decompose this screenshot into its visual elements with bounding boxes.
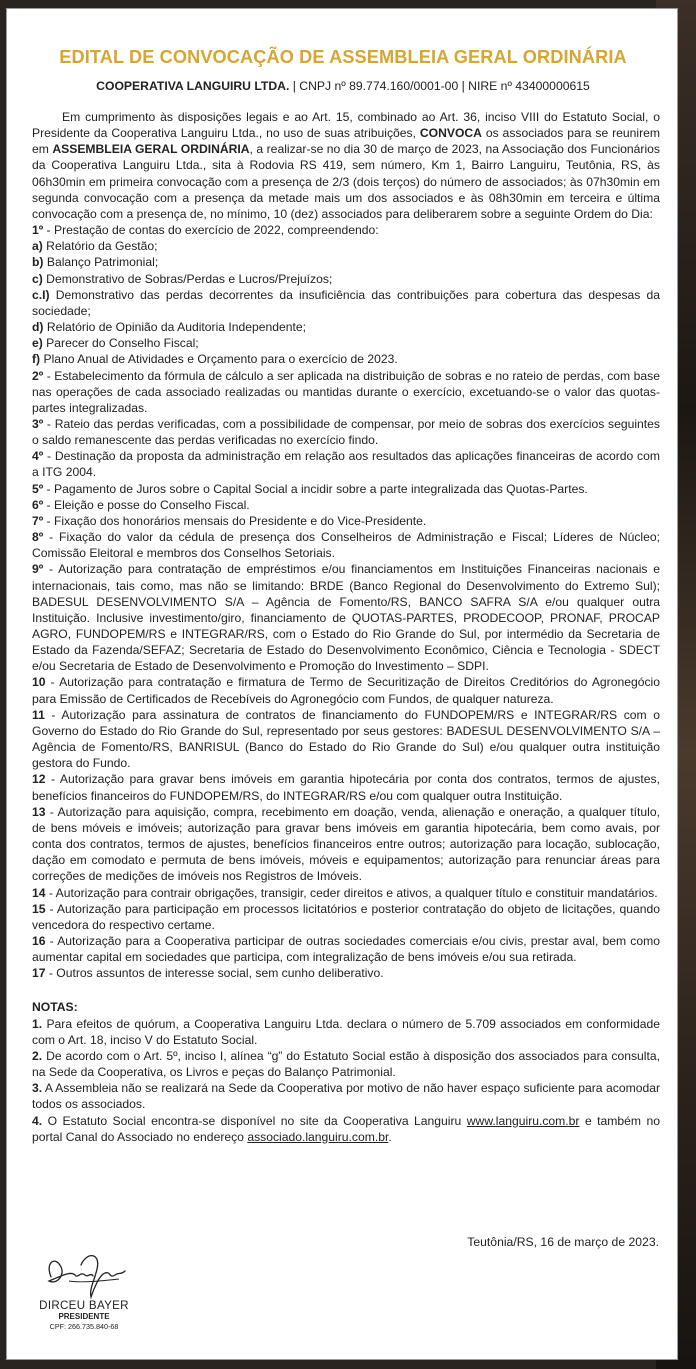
agenda-item xyxy=(32,448,660,480)
agenda-item-text: - Prestação de contas do exercício de 2022, compreendendo: xyxy=(43,223,379,238)
agenda-item-number: c.I) xyxy=(32,287,50,302)
agenda-item-text: - Autorização para assinatura de contratos de financiamento do FUNDOPEM/RS e INTEGRAR/RS com o Governo do Estado do Rio Grande do Sul, representado por seus gestores: BADESUL DESENVOLVIMENTO S/A – Agência de Fomento/RS, BANRISUL (Banco do Estado do Rio Grande do Sul) e/ou qualquer outra instituição gestora do Fundo. xyxy=(32,707,660,771)
signature-block xyxy=(29,1245,159,1345)
agenda-item xyxy=(32,901,660,933)
agenda-item-number: d) xyxy=(32,320,44,335)
agenda-item-number: 12 xyxy=(32,772,46,787)
agenda-item xyxy=(32,319,660,335)
agenda-item xyxy=(32,561,660,674)
note-text: O Estatuto Social encontra-se disponível no site da Cooperativa Languiru xyxy=(42,1113,467,1128)
note-text: De acordo com o Art. 5º, inciso I, alínea “g” do Estatuto Social estão à disposição dos associados para consulta, na Sede da Cooperativa, os Livros e peças do Balanço Patrimonial. xyxy=(32,1048,660,1080)
note-text: Para efeitos de quórum, a Cooperativa Languiru Ltda. declara o número de 5.709 associados em conformidade com o Art. 18, inciso V do Estatuto Social. xyxy=(32,1016,660,1047)
agenda-item-number: f) xyxy=(32,352,41,367)
agenda-item-number: 6º xyxy=(32,497,44,512)
agenda-item-text: - Estabelecimento da fórmula de cálculo a ser aplicada na distribuição de sobras e no rateio de perdas, com base nas operações de cada associado realizadas ou mantidas durante o exercício, excetuando-se o valor das quotas-partes integralizadas. xyxy=(32,368,660,415)
note-text: . xyxy=(388,1129,392,1144)
note-item xyxy=(32,1048,660,1080)
company-name: COOPERATIVA LANGUIRU LTDA. xyxy=(96,79,290,93)
agenda-item xyxy=(32,804,660,885)
note-item xyxy=(32,1113,660,1145)
agenda-item-text: - Autorização para a Cooperativa participar de outras sociedades comerciais e/ou civis, prestar aval, bem como aumentar capital em sociedades que participa, com integralização de bens imóveis e/ou sua retirada. xyxy=(32,933,660,965)
agenda-item xyxy=(32,271,660,287)
intro-paragraph xyxy=(32,109,660,222)
agenda-item-text: Plano Anual de Atividades e Orçamento para o exercício de 2023. xyxy=(40,352,398,367)
agenda-item xyxy=(32,674,660,706)
intro-bold-convoca: CONVOCA xyxy=(419,126,482,141)
intro-bold-assembly: ASSEMBLEIA GERAL ORDINÁRIA xyxy=(52,142,250,157)
agenda-item-number: a) xyxy=(32,239,43,254)
notice-title: EDITAL DE CONVOCAÇÃO DE ASSEMBLEIA GERAL ORDINÁRIA xyxy=(59,47,627,67)
agenda-item-text: - Fixação do valor da cédula de presença dos Conselheiros de Administração e Fiscal; Líderes de Núcleo; Comissão Eleitoral e membros dos Conselhos Setoriais. xyxy=(32,530,660,561)
note-text: A Assembleia não se realizará na Sede da Cooperativa por motivo de não haver espaço suficiente para acomodar todos os associados. xyxy=(32,1081,660,1112)
intro-text-3: , a realizar-se no dia 30 de março de 2023, na Associação dos Funcionários da Cooperativa Languiru Ltda., sita à Rodovia RS 419, sem número, Km 1, Bairro Languiru, Teutônia, RS, às 06h30min em primeira convocação com a presença de 2/3 (dois terços) do número de associados; às 07h30min em segunda convocação com a presença da metade mais um dos associados e às 08h30min em terceira e última convocação com a presença de, no mínimo, 10 (dez) associados para deliberarem sobre a seguinte Ordem do Dia: xyxy=(32,142,660,221)
agenda-item-text: Demonstrativo das perdas decorrentes da insuficiência das contribuições para cobertura das despesas da sociedade; xyxy=(32,287,660,318)
agenda-item-text: - Destinação da proposta da administração em relação aos resultados das aplicações financeiras de acordo com a ITG 2004. xyxy=(32,449,660,480)
agenda-item-text: - Autorização para aquisição, compra, recebimento em doação, venda, alienação e oneração, a qualquer título, de bens móveis e imóveis; autorização para gravar bens imóveis em garantia hipotecária, bem como avais, por conta dos contratos, termos de ajustes, benefícios financeiros entre outros; autorização para locação, sublocação, dação em comodato e permuta de bens imóveis, móveis e equipamentos; autorização para renunciar áreas para correções de medições de imóveis nos Registros de Imóveis. xyxy=(32,804,660,884)
agenda-list xyxy=(32,222,660,981)
agenda-item-text: Relatório de Opinião da Auditoria Independente; xyxy=(43,320,307,335)
agenda-item xyxy=(32,287,660,319)
agenda-item-number: 10 xyxy=(32,675,46,690)
agenda-item xyxy=(32,481,660,497)
agenda-item-number: 15 xyxy=(32,901,46,916)
agenda-item-text: - Autorização para gravar bens imóveis em garantia hipotecária por conta dos contratos, termos de ajustes, benefícios financeiros do FUNDOPEM/RS, do INTEGRAR/RS e/ou com qualquer outra Instituição. xyxy=(32,772,660,803)
agenda-item-number: 1º xyxy=(32,223,44,238)
member-portal-link[interactable]: associado.languiru.com.br xyxy=(247,1129,389,1144)
agenda-item-number: 13 xyxy=(32,804,46,819)
agenda-item-text: - Rateio das perdas verificadas, com a possibilidade de compensar, por meio de sobras dos exercícios seguintes o saldo remanescente das perdas verificadas no exercício findo. xyxy=(32,416,660,448)
agenda-item-number: 16 xyxy=(32,933,46,948)
website-link[interactable]: www.languiru.com.br xyxy=(466,1113,580,1128)
notice-body xyxy=(32,109,660,1145)
agenda-item-number: 8º xyxy=(32,530,44,545)
agenda-item xyxy=(32,933,660,965)
agenda-item-text: - Fixação dos honorários mensais do Presidente e do Vice-Presidente. xyxy=(43,513,427,528)
agenda-item-text: - Autorização para contratação e firmatura de Termo de Securitização de Direitos Creditórios do Agronegócio para Emissão de Certificados de Recebíveis do Agronegócio com Fundos, de qualquer natureza. xyxy=(32,675,660,706)
agenda-item-number: 11 xyxy=(32,707,45,722)
note-number: 1. xyxy=(32,1016,43,1031)
agenda-item-text: - Autorização para contratação de empréstimos e/ou financiamentos em Instituições Financeiras nacionais e internacionais, tais como, mas não se limitando: BRDE (Banco Regional do Desenvolvimento do Extremo Sul); BADESUL DESENVOLVIMENTO S/A – Agência de Fomento/RS, BANCO SAFRA S/A e/ou qualquer outra Instituição. Inclusive investimento/giro, financiamento de QUOTAS-PARTES, PRODECOOP, PRONAF, PROCAP AGRO, FUNDOPEM/RS e INTEGRAR/RS, com o Estado do Rio Grande do Sul, por intermédio da Secretaria de Estado da Fazenda/SEFAZ; Secretaria de Estado do Desenvolvimento Econômico, Ciência e Tecnologia - SDECT e/ou Secretaria de Estado de Desenvolvimento e Promoção do Investimento – SDPI. xyxy=(32,562,660,674)
agenda-item-text: - Autorização para participação em processos licitatórios e posterior contratação do objeto de licitações, quando vencedora do respectivo certame. xyxy=(32,901,660,932)
agenda-item xyxy=(32,885,660,901)
agenda-item-number: 9º xyxy=(32,562,44,577)
agenda-item xyxy=(32,351,660,367)
note-number: 4. xyxy=(32,1113,43,1128)
note-item xyxy=(32,1080,660,1112)
agenda-item xyxy=(32,771,660,803)
agenda-item-number: 4º xyxy=(32,449,44,464)
agenda-item-number: b) xyxy=(32,255,44,270)
note-number: 3. xyxy=(32,1081,43,1096)
agenda-item-text: Demonstrativo de Sobras/Perdas e Lucros/Prejuízos; xyxy=(42,271,333,286)
agenda-item-number: 5º xyxy=(32,481,44,496)
agenda-item xyxy=(32,222,660,238)
agenda-item-number: 7º xyxy=(32,513,44,528)
agenda-item xyxy=(32,238,660,254)
signer-cpf: CPF: 266.735.840-68 xyxy=(49,1322,119,1331)
agenda-item xyxy=(32,497,660,513)
agenda-item-number: 14 xyxy=(32,885,46,900)
agenda-item-number: 2º xyxy=(32,368,44,383)
agenda-item-text: - Outros assuntos de interesse social, sem cunho deliberativo. xyxy=(45,966,384,981)
agenda-item xyxy=(32,529,660,561)
agenda-item xyxy=(32,368,660,416)
agenda-item-text: Relatório da Gestão; xyxy=(42,239,158,254)
intro-text-1: Em cumprimento às disposições legais e ao Art. 15, combinado ao Art. 36, inciso VIII do Estatuto Social, o Presidente da Cooperativa Languiru Ltda., no uso de suas atribuições, xyxy=(32,110,660,141)
agenda-item xyxy=(32,965,660,981)
note-item xyxy=(32,1016,660,1048)
agenda-item xyxy=(32,335,660,351)
note-number: 2. xyxy=(32,1048,43,1063)
agenda-item-number: e) xyxy=(32,336,43,351)
notes-heading-text: NOTAS: xyxy=(32,1000,78,1015)
notes-heading xyxy=(32,999,660,1015)
handwritten-signature xyxy=(41,1245,131,1303)
notice-subtitle xyxy=(7,79,679,93)
agenda-item-text: Balanço Patrimonial; xyxy=(43,255,159,270)
agenda-item xyxy=(32,416,660,448)
agenda-item-number: c) xyxy=(32,271,43,286)
agenda-item-number: 3º xyxy=(32,416,44,431)
agenda-item-text: - Autorização para contrair obrigações, transigir, ceder direitos e ativos, a qualquer título e constituir mandatários. xyxy=(45,885,658,900)
registry-numbers: | CNPJ nº 89.774.160/0001-00 | NIRE nº 43400000615 xyxy=(289,79,590,93)
agenda-item xyxy=(32,707,660,772)
agenda-item xyxy=(32,513,660,529)
agenda-item-text: - Pagamento de Juros sobre o Capital Social a incidir sobre a parte integralizada das Quotas-Partes. xyxy=(43,481,588,496)
agenda-item xyxy=(32,254,660,270)
intro-text-2: os associados para se reunirem em xyxy=(32,126,661,157)
agenda-item-text: Parecer do Conselho Fiscal; xyxy=(42,336,199,351)
signer-role: PRESIDENTE xyxy=(58,1312,110,1321)
agenda-item-number: 17 xyxy=(32,966,46,981)
agenda-item-text: - Eleição e posse do Conselho Fiscal. xyxy=(43,497,250,512)
signer-name: DIRCEU BAYER xyxy=(39,1299,129,1312)
notice-page xyxy=(6,8,678,1360)
place-and-date: Teutônia/RS, 16 de março de 2023. xyxy=(467,1235,659,1249)
note-text: e também no portal Canal do Associado no endereço xyxy=(32,1113,660,1144)
